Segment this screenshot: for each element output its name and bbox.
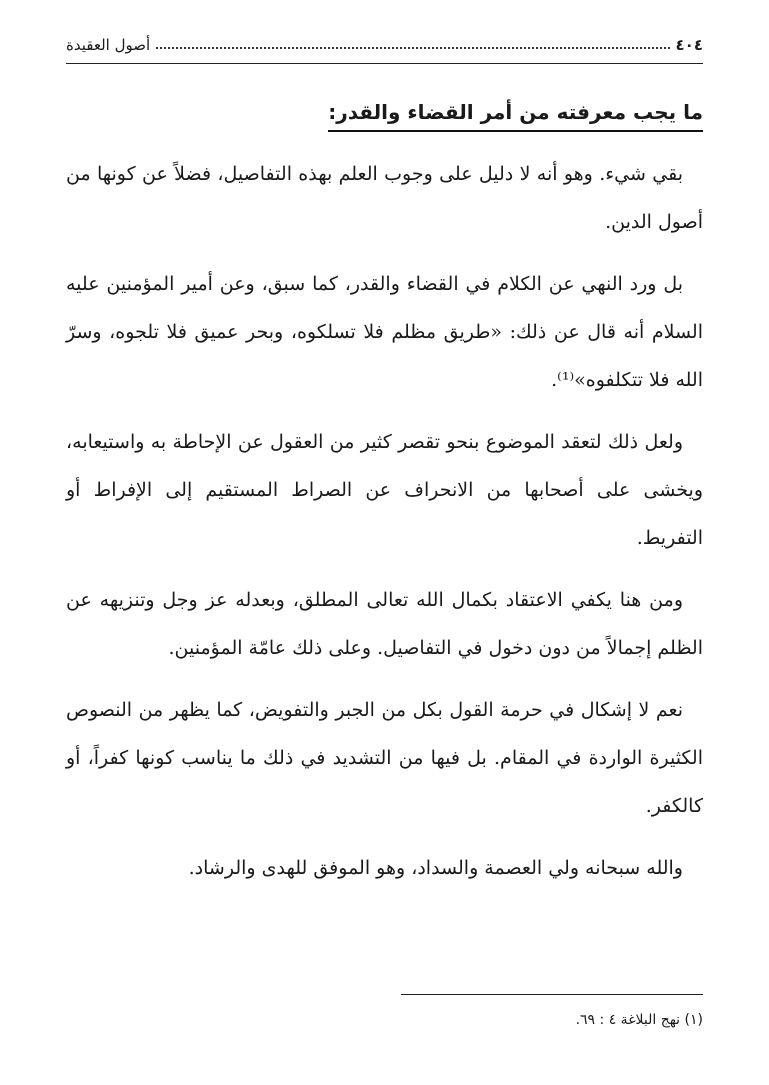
section-heading: ما يجب معرفته من أمر القضاء والقدر: xyxy=(328,96,703,132)
paragraph: ومن هنا يكفي الاعتقاد بكمال الله تعالى المطلق، وبعدله عز وجل وتنزيهه عن الظلم إجمالاً من دون دخول في التفاصيل. وعلى ذلك عامّة المؤمنين. xyxy=(66,589,703,659)
page-number: ٤٠٤ xyxy=(675,36,703,54)
body-text xyxy=(66,150,703,906)
footnote: (١) نهج البلاغة ٤ : ٦٩. xyxy=(575,1012,703,1028)
paragraph: ولعل ذلك لتعقد الموضوع بنحو تقصر كثير من العقول عن الإحاطة به واستيعابه، ويخشى على أصحابها من الانحراف عن الصراط المستقيم إلى الإفراط أو التفريط. xyxy=(66,431,703,549)
running-header xyxy=(66,30,703,60)
running-title: أصول العقيدة xyxy=(66,36,151,54)
paragraph: والله سبحانه ولي العصمة والسداد، وهو الموفق للهدى والرشاد. xyxy=(188,857,683,879)
header-rule xyxy=(66,63,703,64)
paragraph: نعم لا إشكال في حرمة القول بكل من الجبر والتفويض، كما يظهر من النصوص الكثيرة الواردة في المقام. بل فيها من التشديد في ذلك ما يناسب كونها كفراً، أو كالكفر. xyxy=(66,699,703,817)
paragraph: بقي شيء. وهو أنه لا دليل على وجوب العلم بهذه التفاصيل، فضلاً عن كونها من أصول الدين. xyxy=(66,163,703,233)
footnote-separator xyxy=(401,994,703,995)
paragraph: بل ورد النهي عن الكلام في القضاء والقدر، كما سبق، وعن أمير المؤمنين عليه السلام أنه قال عن ذلك: «طريق مظلم فلا تسلكوه، وبحر عميق فلا تلجوه، وسرّ الله فلا تتكلفوه»⁽¹⁾. xyxy=(66,273,703,391)
header-dot-leader xyxy=(156,47,669,49)
